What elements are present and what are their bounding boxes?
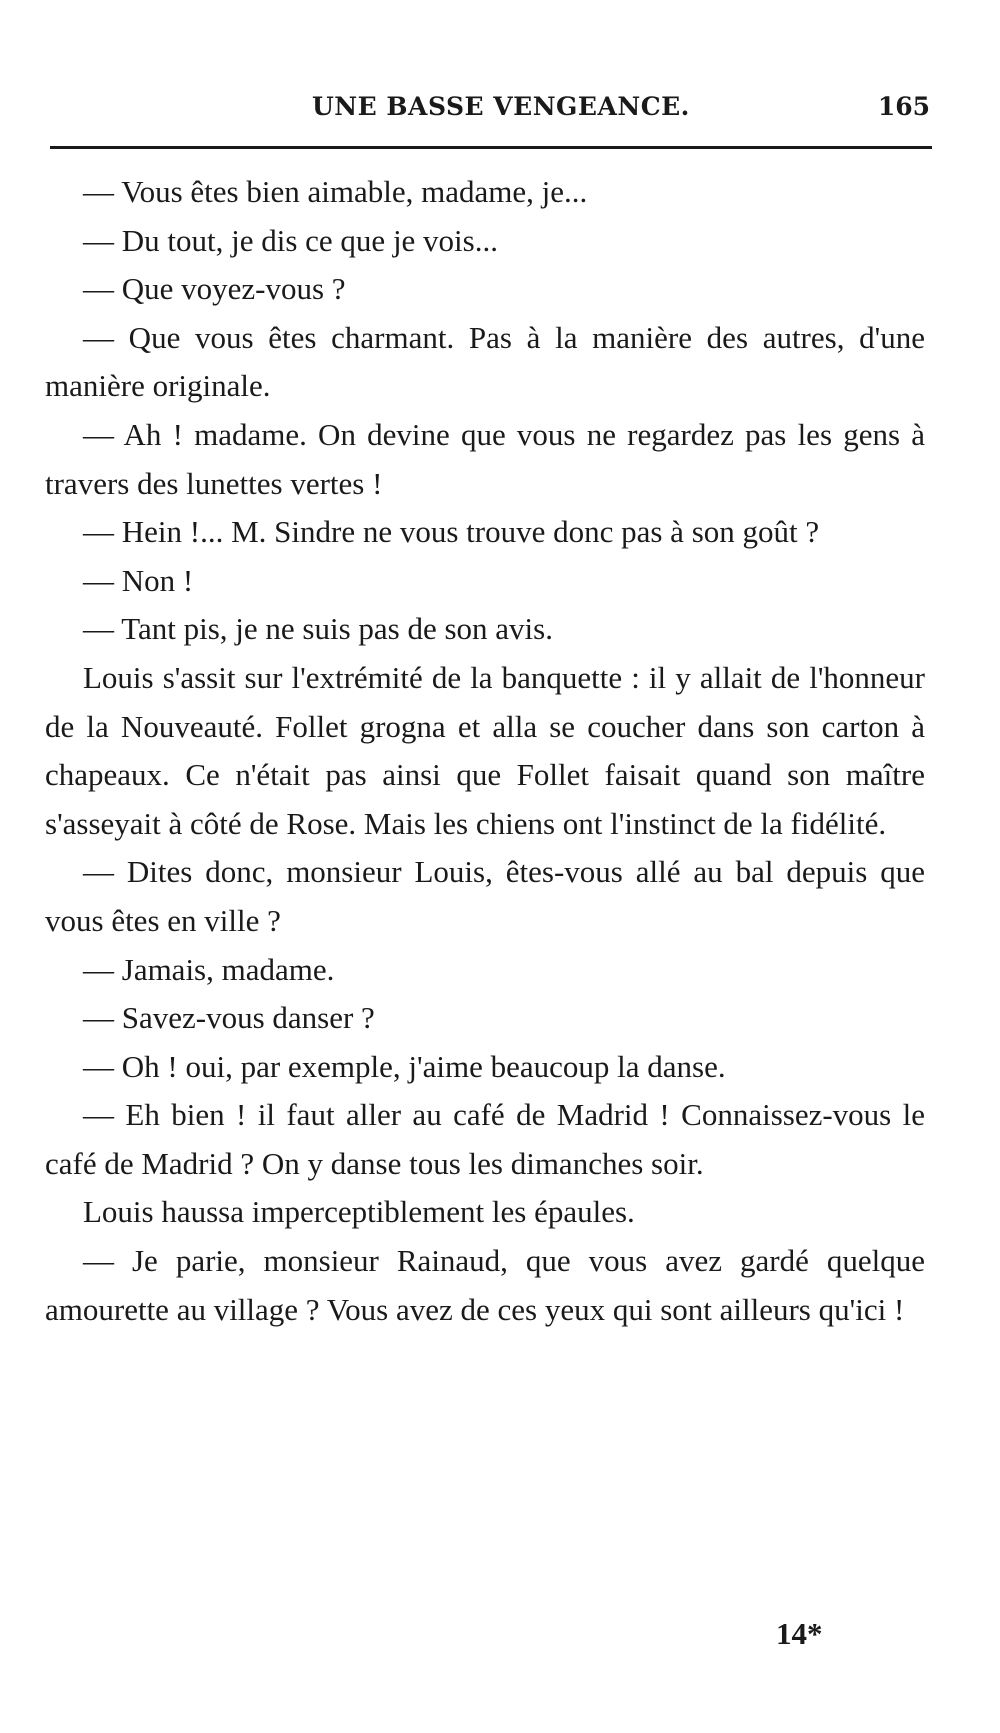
paragraph: Louis s'assit sur l'extrémité de la banquette : il y allait de l'honneur de la Nouveauté. Follet grogna et alla se coucher dans son carton à chapeaux. Ce n'était pas ainsi que Follet faisait quand son maître s'asseyait à côté de Rose. Mais les chiens ont l'instinct de la fidélité.	[45, 659, 925, 841]
paragraph: — Savez-vous danser ?	[83, 1000, 375, 1036]
paragraph: — Tant pis, je ne suis pas de son avis.	[83, 611, 553, 647]
paragraph: — Jamais, madame.	[83, 951, 335, 987]
paragraph: — Que vous êtes charmant. Pas à la manière des autres, d'une manière originale.	[45, 319, 925, 404]
page-number: 165	[877, 92, 930, 121]
paragraph: — Non !	[83, 562, 194, 598]
signature-mark: 14*	[776, 1616, 823, 1651]
running-header	[50, 92, 930, 132]
paragraph: — Que voyez-vous ?	[83, 271, 346, 307]
paragraph: — Du tout, je dis ce que je vois...	[83, 222, 498, 258]
paragraph: — Dites donc, monsieur Louis, êtes-vous allé au bal depuis que vous êtes en ville ?	[45, 854, 925, 938]
paragraph: — Oh ! oui, par exemple, j'aime beaucoup la danse.	[83, 1048, 726, 1084]
header-rule	[50, 146, 932, 149]
paragraph: — Eh bien ! il faut aller au café de Madrid ! Connaissez-vous le café de Madrid ? On y danse tous les dimanches soir.	[45, 1097, 925, 1181]
paragraph: — Je parie, monsieur Rainaud, que vous avez gardé quelque amourette au village ? Vous avez de ces yeux qui sont ailleurs qu'ici !	[45, 1243, 925, 1327]
body-text	[45, 168, 925, 1334]
running-title: UNE BASSE VENGEANCE.	[312, 92, 690, 121]
paragraph: — Hein !... M. Sindre ne vous trouve donc pas à son goût ?	[83, 514, 820, 550]
paragraph: — Vous êtes bien aimable, madame, je...	[83, 174, 588, 209]
paragraph: — Ah ! madame. On devine que vous ne regardez pas les gens à travers des lunettes vertes !	[45, 416, 925, 501]
paragraph: Louis haussa imperceptiblement les épaules.	[83, 1194, 635, 1230]
